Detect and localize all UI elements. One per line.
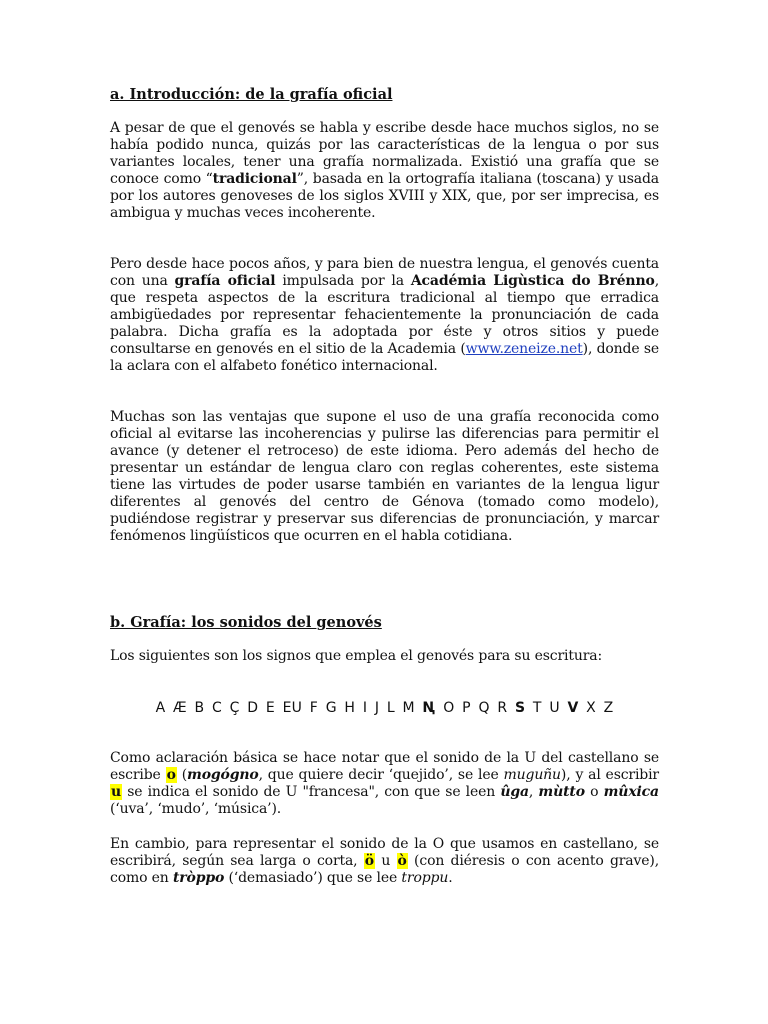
alphabet-letter: Æ [173,700,187,716]
pronunciation: muguñu [503,767,561,783]
section-a-paragraph-2 [110,256,659,375]
alphabet-letter: EU [282,700,303,716]
text-run: (con diéresis o con acento grave), como en [110,853,660,886]
section-a-paragraph-1 [110,120,659,222]
paragraph-signs-intro: Los siguientes son los signos que emplea el genovés para su escritura: [110,648,603,664]
alphabet-letter: Ç [229,700,240,716]
text-run: , que quiere decir ‘quejido’, se lee [258,767,504,783]
pronunciation: troppu [401,870,449,886]
alphabet-letter: L [386,700,395,716]
alphabet-letter: P [462,700,471,716]
paragraph-official-grafia [110,256,659,375]
text-run: En cambio, para representar el sonido de la O que usamos en castellano, se escribirá, según sea larga o corta, [110,836,659,869]
alphabet-letter: Q [478,700,490,716]
example-word: tròppo [172,870,225,886]
section-b-paragraph-1 [110,750,659,818]
alphabet-letter: F [309,700,319,716]
alphabet-letter: A [155,700,166,716]
alphabet-letter: D [247,700,259,716]
alphabet-letter: O [443,700,455,716]
section-a-paragraph-3 [110,409,659,545]
alphabet-letter: H [344,700,356,716]
text-run: , que respeta aspectos de la escritura tradicional al tiempo que erradica ambigüedades por representar fehacientemente la pronunciación de cada palabra. Dicha grafía es la adoptada por éste y otros sitios y puede consultarse en genovés en el sitio de la Academia ( [110,273,659,357]
section-a-heading: a. Introducción: de la grafía oficial [110,86,393,103]
alphabet-letter: S [514,700,526,716]
text-run: (‘uva’, ‘mudo’, ‘música’). [110,801,282,817]
bold-term: grafía oficial [174,273,276,289]
text-run: ( [176,767,188,783]
text-run: ”, basada en la ortografía italiana (toscana) y usada por los autores genoveses de los siglos XVIII y XIX, que, por ser imprecisa, es ambigua y muchas veces incoherente. [110,171,659,221]
text-run: u [375,853,397,869]
highlighted-letter: ò [397,853,407,869]
alphabet-list [110,700,659,716]
text-run: A pesar de que el genovés se habla y escribe desde hace muchos siglos, no se había podido nunca, quizás por las características de la lengua o por sus variantes locales, tener una grafía normalizada. Existió una grafía que se conoce como “ [110,120,659,187]
paragraph-u-sound [110,750,659,818]
alphabet-letter: B [194,700,205,716]
alphabet-letter: X [586,700,596,716]
section-b-heading: b. Grafía: los sonidos del genovés [110,614,382,631]
text-run: , [528,784,539,800]
academy-link[interactable]: www.zeneize.net [465,341,583,357]
text-run: se indica el sonido de U "francesa", con que se leen [122,784,501,800]
alphabet-letter: U [549,700,560,716]
example-word: ûga [500,784,529,800]
text-run: Pero desde hace pocos años, y para bien de nuestra lengua, el genovés cuenta con una [110,256,659,289]
paragraph-o-sound [110,836,659,887]
paragraph-advantages: Muchas son las ventajas que supone el uso de una grafía reconocida como oficial al evitarse las incoherencias y pulirse las diferencias para permitir el avance (y detener el retroceso) de este idioma. Pero además del hecho de presentar un estándar de lengua claro con reglas coherentes, este sistema tiene las virtudes de poder usarse también en variantes de la lengua ligur diferentes al genovés del centro de Génova (tomado como modelo), pudiéndose registrar y preservar sus diferencias de pronunciación, y marcar fenómenos lingüísticos que ocurren en el habla cotidiana. [110,409,659,544]
highlighted-letter: ö [364,853,374,869]
text-run: . [448,870,453,886]
example-word: mùtto [538,784,585,800]
alphabet-letter: R [497,700,508,716]
alphabet-letter: I [362,700,368,716]
section-b-paragraph-2 [110,836,659,887]
alphabet-letter: C [212,700,222,716]
section-b [110,614,659,631]
alphabet-letter: V [567,700,579,716]
highlighted-letter: u [111,784,122,800]
text-run: (‘demasiado’) que se lee [224,870,402,886]
alphabet-letter: M [402,700,415,716]
section-a [110,86,659,103]
academy-name: Académia Ligùstica do Brénno [410,273,655,289]
paragraph-intro [110,120,659,222]
alphabet-letter: G [325,700,337,716]
alphabet-letter: Ꞑ [422,700,436,716]
text-run: Como aclaración básica se hace notar que el sonido de la U del castellano se escribe [110,750,659,783]
highlighted-letter: o [166,767,176,783]
alphabet-letter: Z [603,700,614,716]
example-word: mogógno [187,767,259,783]
section-b-intro [110,648,659,665]
text-run: ), y al escribir [560,767,659,783]
text-run: o [584,784,604,800]
text-run: impulsada por la [275,273,411,289]
alphabet-letter: J [374,700,380,716]
bold-term: tradicional [212,171,297,187]
text-run: ), donde se la aclara con el alfabeto fonético internacional. [110,341,660,374]
alphabet-letter: E [265,700,275,716]
example-word: mûxica [603,784,659,800]
alphabet-letter: T [532,700,542,716]
